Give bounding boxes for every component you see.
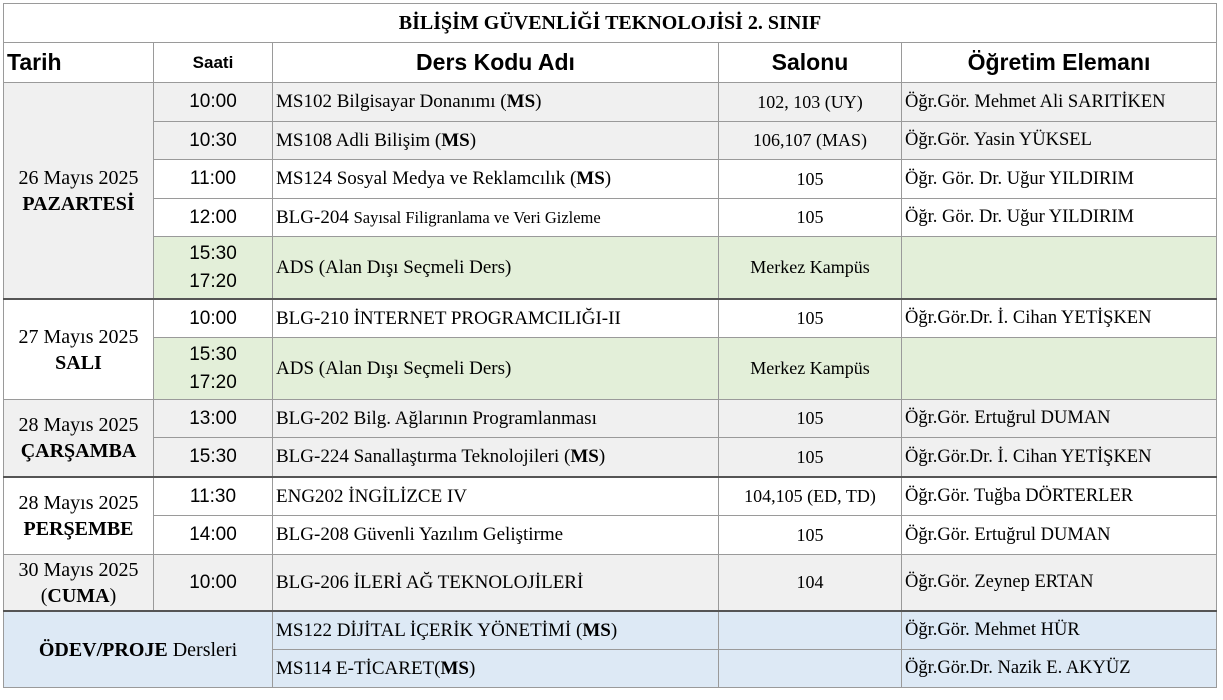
time-cell: 15:30 (154, 438, 273, 478)
exam-schedule-table (3, 3, 1217, 688)
time-cell: 12:00 (154, 199, 273, 237)
day-name: ÇARŞAMBA (20, 440, 137, 462)
table-row (4, 199, 1217, 237)
course-cell: MS114 E-TİCARET(MS) (273, 650, 719, 688)
day-date: 28 Mayıs 2025 (18, 492, 139, 514)
room-cell: 105 (719, 299, 902, 338)
time-cell: 15:30 17:20 (154, 237, 273, 300)
day-date: 30 Mayıs 2025 (18, 558, 139, 581)
header-course: Ders Kodu Adı (273, 43, 719, 83)
homework-row (4, 611, 1217, 650)
header-date: Tarih (4, 43, 154, 83)
day-cell-monday (4, 83, 154, 300)
instructor-cell: Öğr.Gör. Yasin YÜKSEL (902, 122, 1217, 160)
course-cell: ENG202 İNGİLİZCE IV (273, 477, 719, 516)
course-cell: MS102 Bilgisayar Donanımı (MS) (273, 83, 719, 122)
table-row (4, 477, 1217, 516)
day-cell-wednesday (4, 400, 154, 478)
room-cell: 102, 103 (UY) (719, 83, 902, 122)
instructor-cell: Öğr.Gör.Dr. İ. Cihan YETİŞKEN (902, 299, 1217, 338)
course-cell: BLG-210 İNTERNET PROGRAMCILIĞI-II (273, 299, 719, 338)
room-cell: 104,105 (ED, TD) (719, 477, 902, 516)
day-cell-thursday (4, 477, 154, 555)
course-cell: ADS (Alan Dışı Seçmeli Ders) (273, 237, 719, 300)
day-cell-tuesday (4, 299, 154, 400)
time-cell: 10:30 (154, 122, 273, 160)
course-cell: BLG-224 Sanallaştırma Teknolojileri (MS) (273, 438, 719, 478)
course-cell: MS124 Sosyal Medya ve Reklamcılık (MS) (273, 160, 719, 199)
homework-label: ÖDEV/PROJE Dersleri (4, 611, 273, 688)
instructor-cell: Öğr.Gör.Dr. Nazik E. AKYÜZ (902, 650, 1217, 688)
table-row (4, 122, 1217, 160)
header-time: Saati (154, 43, 273, 83)
instructor-cell: Öğr.Gör. Ertuğrul DUMAN (902, 400, 1217, 438)
time-cell: 10:00 (154, 555, 273, 612)
table-row (4, 400, 1217, 438)
table-row (4, 516, 1217, 555)
time-cell: 15:30 17:20 (154, 338, 273, 400)
instructor-cell: Öğr.Gör. Tuğba DÖRTERLER (902, 477, 1217, 516)
table-row (4, 555, 1217, 612)
room-cell: 105 (719, 516, 902, 555)
course-cell: BLG-202 Bilg. Ağlarının Programlanması (273, 400, 719, 438)
room-cell: 105 (719, 160, 902, 199)
day-name: PERŞEMBE (23, 518, 134, 540)
time-cell: 14:00 (154, 516, 273, 555)
day-date: 28 Mayıs 2025 (18, 414, 139, 436)
instructor-cell (902, 338, 1217, 400)
course-cell: ADS (Alan Dışı Seçmeli Ders) (273, 338, 719, 400)
room-cell: 105 (719, 199, 902, 237)
instructor-cell: Öğr.Gör. Mehmet Ali SARITİKEN (902, 83, 1217, 122)
table-row (4, 237, 1217, 300)
course-cell: BLG-204 Sayısal Filigranlama ve Veri Gizleme (273, 199, 719, 237)
room-cell: 106,107 (MAS) (719, 122, 902, 160)
day-name: SALI (55, 351, 102, 374)
room-cell: 105 (719, 438, 902, 478)
header-instructor: Öğretim Elemanı (902, 43, 1217, 83)
time-cell: 11:30 (154, 477, 273, 516)
sheet-title: BİLİŞİM GÜVENLİĞİ TEKNOLOJİSİ 2. SINIF (4, 4, 1217, 43)
header-row (4, 43, 1217, 83)
table-row (4, 438, 1217, 478)
course-cell: MS108 Adli Bilişim (MS) (273, 122, 719, 160)
course-cell: MS122 DİJİTAL İÇERİK YÖNETİMİ (MS) (273, 611, 719, 650)
instructor-cell: Öğr.Gör. Ertuğrul DUMAN (902, 516, 1217, 555)
room-cell: 104 (719, 555, 902, 612)
instructor-cell (902, 237, 1217, 300)
time-cell: 13:00 (154, 400, 273, 438)
instructor-cell: Öğr. Gör. Dr. Uğur YILDIRIM (902, 160, 1217, 199)
course-cell: BLG-206 İLERİ AĞ TEKNOLOJİLERİ (273, 555, 719, 612)
instructor-cell: Öğr.Gör. Mehmet HÜR (902, 611, 1217, 650)
room-cell (719, 650, 902, 688)
title-row (4, 4, 1217, 43)
header-room: Salonu (719, 43, 902, 83)
day-name: PAZARTESİ (22, 192, 135, 215)
day-name: CUMA (47, 584, 110, 607)
instructor-cell: Öğr.Gör.Dr. İ. Cihan YETİŞKEN (902, 438, 1217, 478)
table-row (4, 338, 1217, 400)
time-cell: 10:00 (154, 83, 273, 122)
room-cell: Merkez Kampüs (719, 237, 902, 300)
room-cell: Merkez Kampüs (719, 338, 902, 400)
room-cell: 105 (719, 400, 902, 438)
day-date: 26 Mayıs 2025 (18, 166, 139, 189)
course-cell: BLG-208 Güvenli Yazılım Geliştirme (273, 516, 719, 555)
instructor-cell: Öğr. Gör. Dr. Uğur YILDIRIM (902, 199, 1217, 237)
room-cell (719, 611, 902, 650)
instructor-cell: Öğr.Gör. Zeynep ERTAN (902, 555, 1217, 612)
time-cell: 10:00 (154, 299, 273, 338)
table-row (4, 83, 1217, 122)
table-row (4, 160, 1217, 199)
day-date: 27 Mayıs 2025 (18, 325, 139, 348)
time-cell: 11:00 (154, 160, 273, 199)
day-cell-friday: 30 Mayıs 2025 (CUMA) (4, 555, 154, 612)
table-row (4, 299, 1217, 338)
